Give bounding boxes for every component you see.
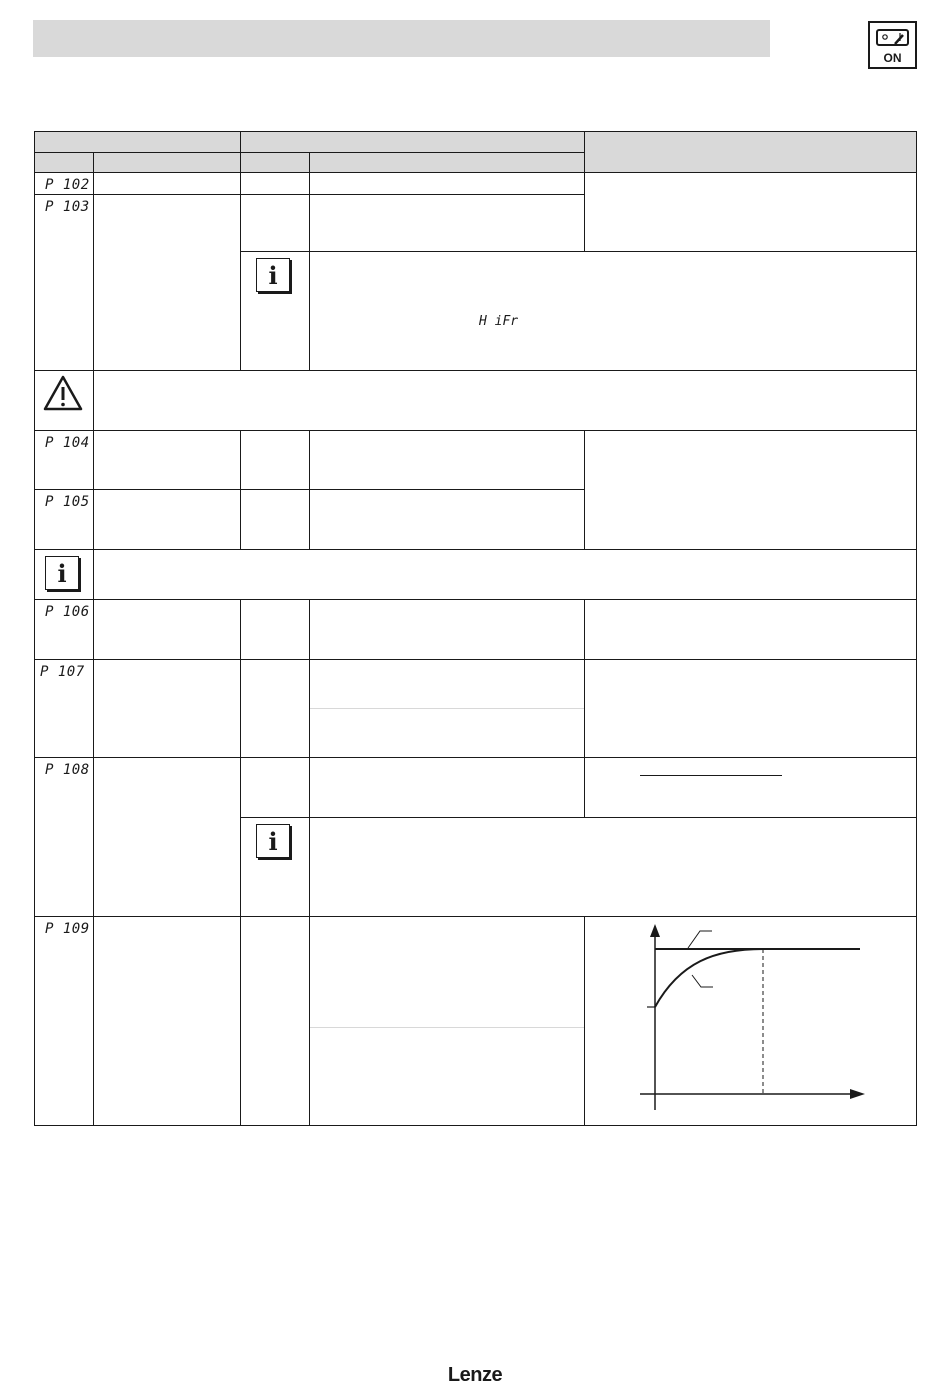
header-cell-selection [241, 132, 585, 153]
info-icon: i [256, 824, 290, 858]
warning-triangle-icon [43, 375, 93, 416]
parameter-code: P 108 [45, 762, 90, 778]
subheader-name [94, 153, 241, 173]
subheader-value [241, 153, 310, 173]
parameter-table [34, 131, 917, 1126]
parameter-code: P 104 [45, 435, 90, 451]
info-cell [585, 173, 917, 252]
info-icon: i [256, 258, 290, 292]
parameter-code: P 106 [45, 604, 90, 620]
header-cell-code [35, 132, 241, 153]
table-row [35, 173, 917, 195]
table-row [35, 660, 917, 758]
parameter-code: P 102 [45, 177, 90, 193]
table-row [35, 917, 917, 1126]
info-cell [585, 431, 917, 550]
warning-row [35, 371, 917, 431]
ramp-curve [655, 949, 763, 1007]
table-row [35, 431, 917, 490]
switch-body [876, 29, 909, 46]
table-header-row [35, 132, 917, 153]
parameter-code: P 105 [45, 494, 90, 510]
graph-cell [585, 917, 917, 1126]
row-divider [310, 708, 584, 709]
ramp-graph [585, 917, 917, 1126]
subheader-no [35, 153, 94, 173]
header-bar [33, 20, 770, 57]
note-row [35, 550, 917, 600]
table-row [35, 600, 917, 660]
header-cell-info [585, 132, 917, 173]
parameter-code: P 103 [45, 199, 90, 215]
display-value: H iFr [479, 314, 519, 329]
table-row [35, 758, 917, 818]
info-icon: i [45, 556, 79, 590]
brand-logo: Lenze [447, 1364, 503, 1386]
y-axis-arrow [650, 924, 660, 937]
on-switch-icon [868, 21, 917, 69]
x-axis-arrow [850, 1089, 865, 1099]
subheader-meaning [310, 153, 585, 173]
on-label: ON [883, 51, 902, 65]
limit-callout [688, 931, 712, 948]
row-divider [310, 1027, 584, 1028]
parameter-code: P 109 [45, 921, 90, 937]
parameter-code: P 107 [40, 664, 85, 680]
curve-callout [692, 975, 713, 987]
formula-rule [640, 775, 782, 776]
